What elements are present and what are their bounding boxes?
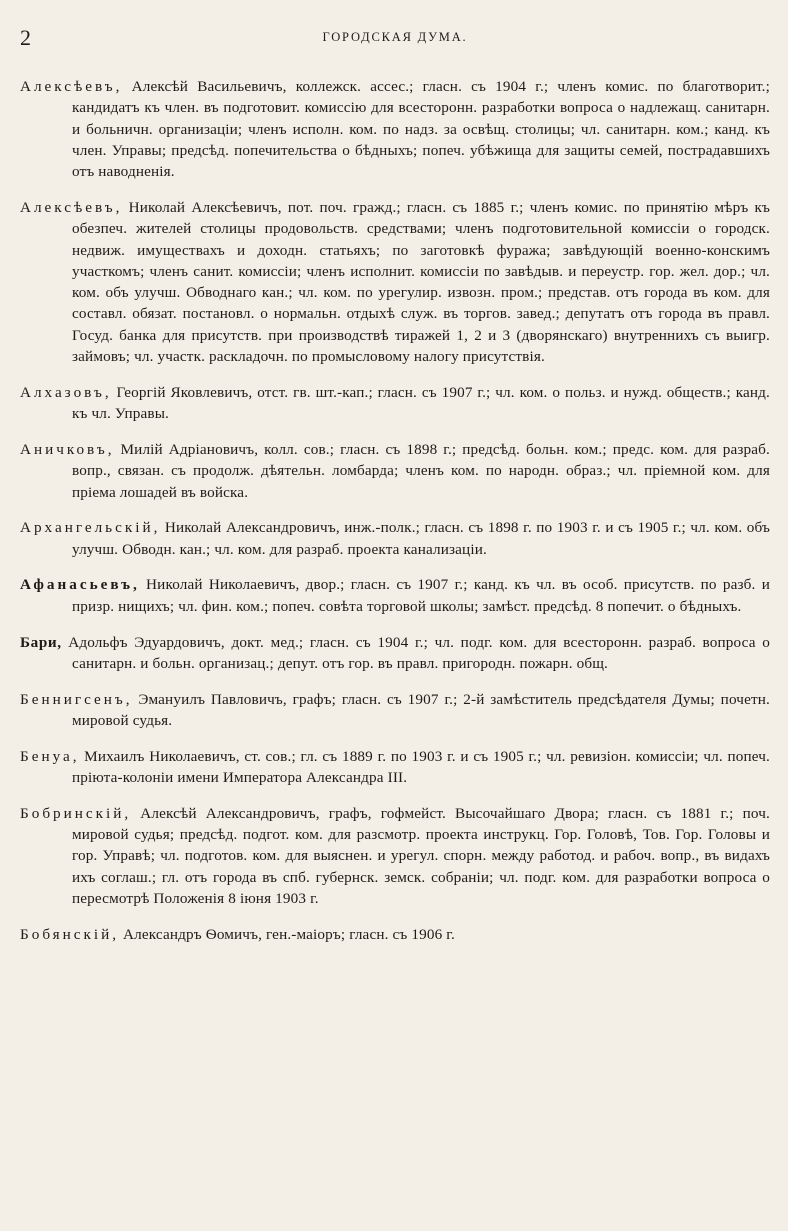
entry-surname: Архангельскій, xyxy=(20,519,161,537)
list-item xyxy=(20,574,770,617)
entry-surname: Беннигсенъ, xyxy=(20,690,133,708)
entry-surname: Алхазовъ, xyxy=(20,383,112,401)
entry-details: Адольфъ Эдуардовичъ, докт. мед.; гласн. съ 1904 г.; чл. подг. ком. для всесторонн. разраб. вопроса о санитарн. и больн. организац.; депут. отъ гор. въ правл. пригородн. пожарн. общ. xyxy=(61,633,770,672)
list-item xyxy=(20,382,770,425)
entry-surname: Афанасьевъ, xyxy=(20,576,140,594)
entry-details: Михаилъ Николаевичъ, ст. сов.; гл. съ 1889 г. по 1903 г. и съ 1905 г.; чл. ревизіон. комиссіи; чл. попеч. пріюта-колоніи имени Императора Александра III. xyxy=(72,747,770,787)
page-number: 2 xyxy=(20,25,31,50)
list-item xyxy=(20,924,770,945)
entry-details: Николай Алексѣевичъ, пот. поч. гражд.; гласн. съ 1885 г.; членъ комис. по принятію мѣръ къ обезпеч. жителей столицы продовольств. средствами; членъ подготовительной комиссіи о городск. недвиж. имуществахъ и доходн. статьяхъ; по заготовкѣ фуража; завѣдующій военно-конскимъ участкомъ; членъ санит. комиссіи; членъ исполнит. комиссіи по завѣдыв. и переустр. гор. жел. дор.; чл. ком. объ улучш. Обводнаго кан.; чл. ком. по урегулир. извозн. пром.; представ. отъ города въ ком. для составл. обязат. постановл. о нормальн. отдыхѣ служ. въ торгов. завед.; депутатъ отъ города въ правл. Госуд. банка для присутств. при производствѣ тиражей 1, 2 и 3 (дворянскаго) внутреннихъ съ выигр. займовъ; чл. участк. раскладочн. по промысловому налогу присутствія. xyxy=(72,198,770,366)
entry-surname: Бобринскій, xyxy=(20,804,132,822)
list-item xyxy=(20,517,770,560)
entry-details: Эмануилъ Павловичъ, графъ; гласн. съ 1907 г.; 2-й замѣститель предсѣдателя Думы; почетн. мировой судья. xyxy=(72,690,770,729)
entry-surname: Аничковъ, xyxy=(20,440,115,458)
entry-surname: Бобянскій, xyxy=(20,925,120,943)
list-item xyxy=(20,803,770,909)
list-item xyxy=(20,76,770,182)
list-item xyxy=(20,439,770,503)
entry-details: Николай Николаевичъ, двор.; гласн. съ 1907 г.; канд. къ чл. въ особ. присутств. по разб. и призр. нищихъ; чл. фин. ком.; попеч. совѣта торговой школы; замѣст. предсѣд. 8 попечит. о бѣдныхъ. xyxy=(72,576,770,615)
entry-details: Георгій Яковлевичъ, отст. гв. шт.-кап.; гласн. съ 1907 г.; чл. ком. о польз. и нужд. обществ.; канд. къ чл. Управы. xyxy=(72,383,770,423)
list-item xyxy=(20,632,770,675)
page-header xyxy=(20,24,770,58)
entry-details: Николай Александровичъ, инж.-полк.; гласн. съ 1898 г. по 1903 г. и съ 1905 г.; чл. ком. объ улучш. Обводн. кан.; чл. ком. для разраб. проекта канализаціи. xyxy=(72,519,770,558)
list-item xyxy=(20,197,770,367)
list-item xyxy=(20,746,770,789)
entry-surname: Бенуа, xyxy=(20,747,80,765)
entry-details: Алексѣй Васильевичъ, коллежск. ассес.; гласн. съ 1904 г.; членъ комис. по благотворит.; кандидатъ къ член. въ подготовит. комиссію для всесторонн. разработки вопроса о надлежащ. санитарн. и больничн. организаціи; членъ исполн. ком. по надз. за освѣщ. столицы; чл. санитарн. ком.; канд. къ член. Управы; предсѣд. попечительства о бѣдныхъ; попеч. убѣжища для защиты семей, пострадавшихъ отъ наводненія. xyxy=(72,78,770,181)
running-title: ГОРОДСКАЯ ДУМА. xyxy=(322,30,468,44)
entry-list xyxy=(20,76,770,945)
entry-details: Алексѣй Александровичъ, графъ, гофмейст. Высочайшаго Двора; гласн. съ 1881 г.; поч. мировой судья; предсѣд. подгот. ком. для разсмотр. проекта инструкц. Гор. Головѣ, Тов. Гор. Головы и гор. Управѣ; чл. подготов. ком. для выяснен. и урегул. спорн. между работод. и рабоч. вопр., въ видахъ ихъ соглаш.; гл. отъ города въ спб. губернск. земск. собраніи; чл. подг. ком. для разработки вопроса о пересмотрѣ Положенія 8 іюня 1903 г. xyxy=(72,804,770,907)
entry-details: Милій Адріановичъ, колл. сов.; гласн. съ 1898 г.; предсѣд. больн. ком.; предс. ком. для разраб. вопр., связан. съ продолж. дѣятельн. ломбарда; членъ ком. по народн. образ.; чл. пріемной ком. для пріема лошадей въ войска. xyxy=(72,440,770,501)
entry-surname: Бари, xyxy=(20,633,62,651)
entry-details: Александръ Ѳомичъ, ген.-маіоръ; гласн. съ 1906 г. xyxy=(119,925,455,943)
list-item xyxy=(20,689,770,732)
entry-surname: Алексѣевъ, xyxy=(20,78,123,95)
entry-surname: Алексѣевъ, xyxy=(20,198,123,216)
